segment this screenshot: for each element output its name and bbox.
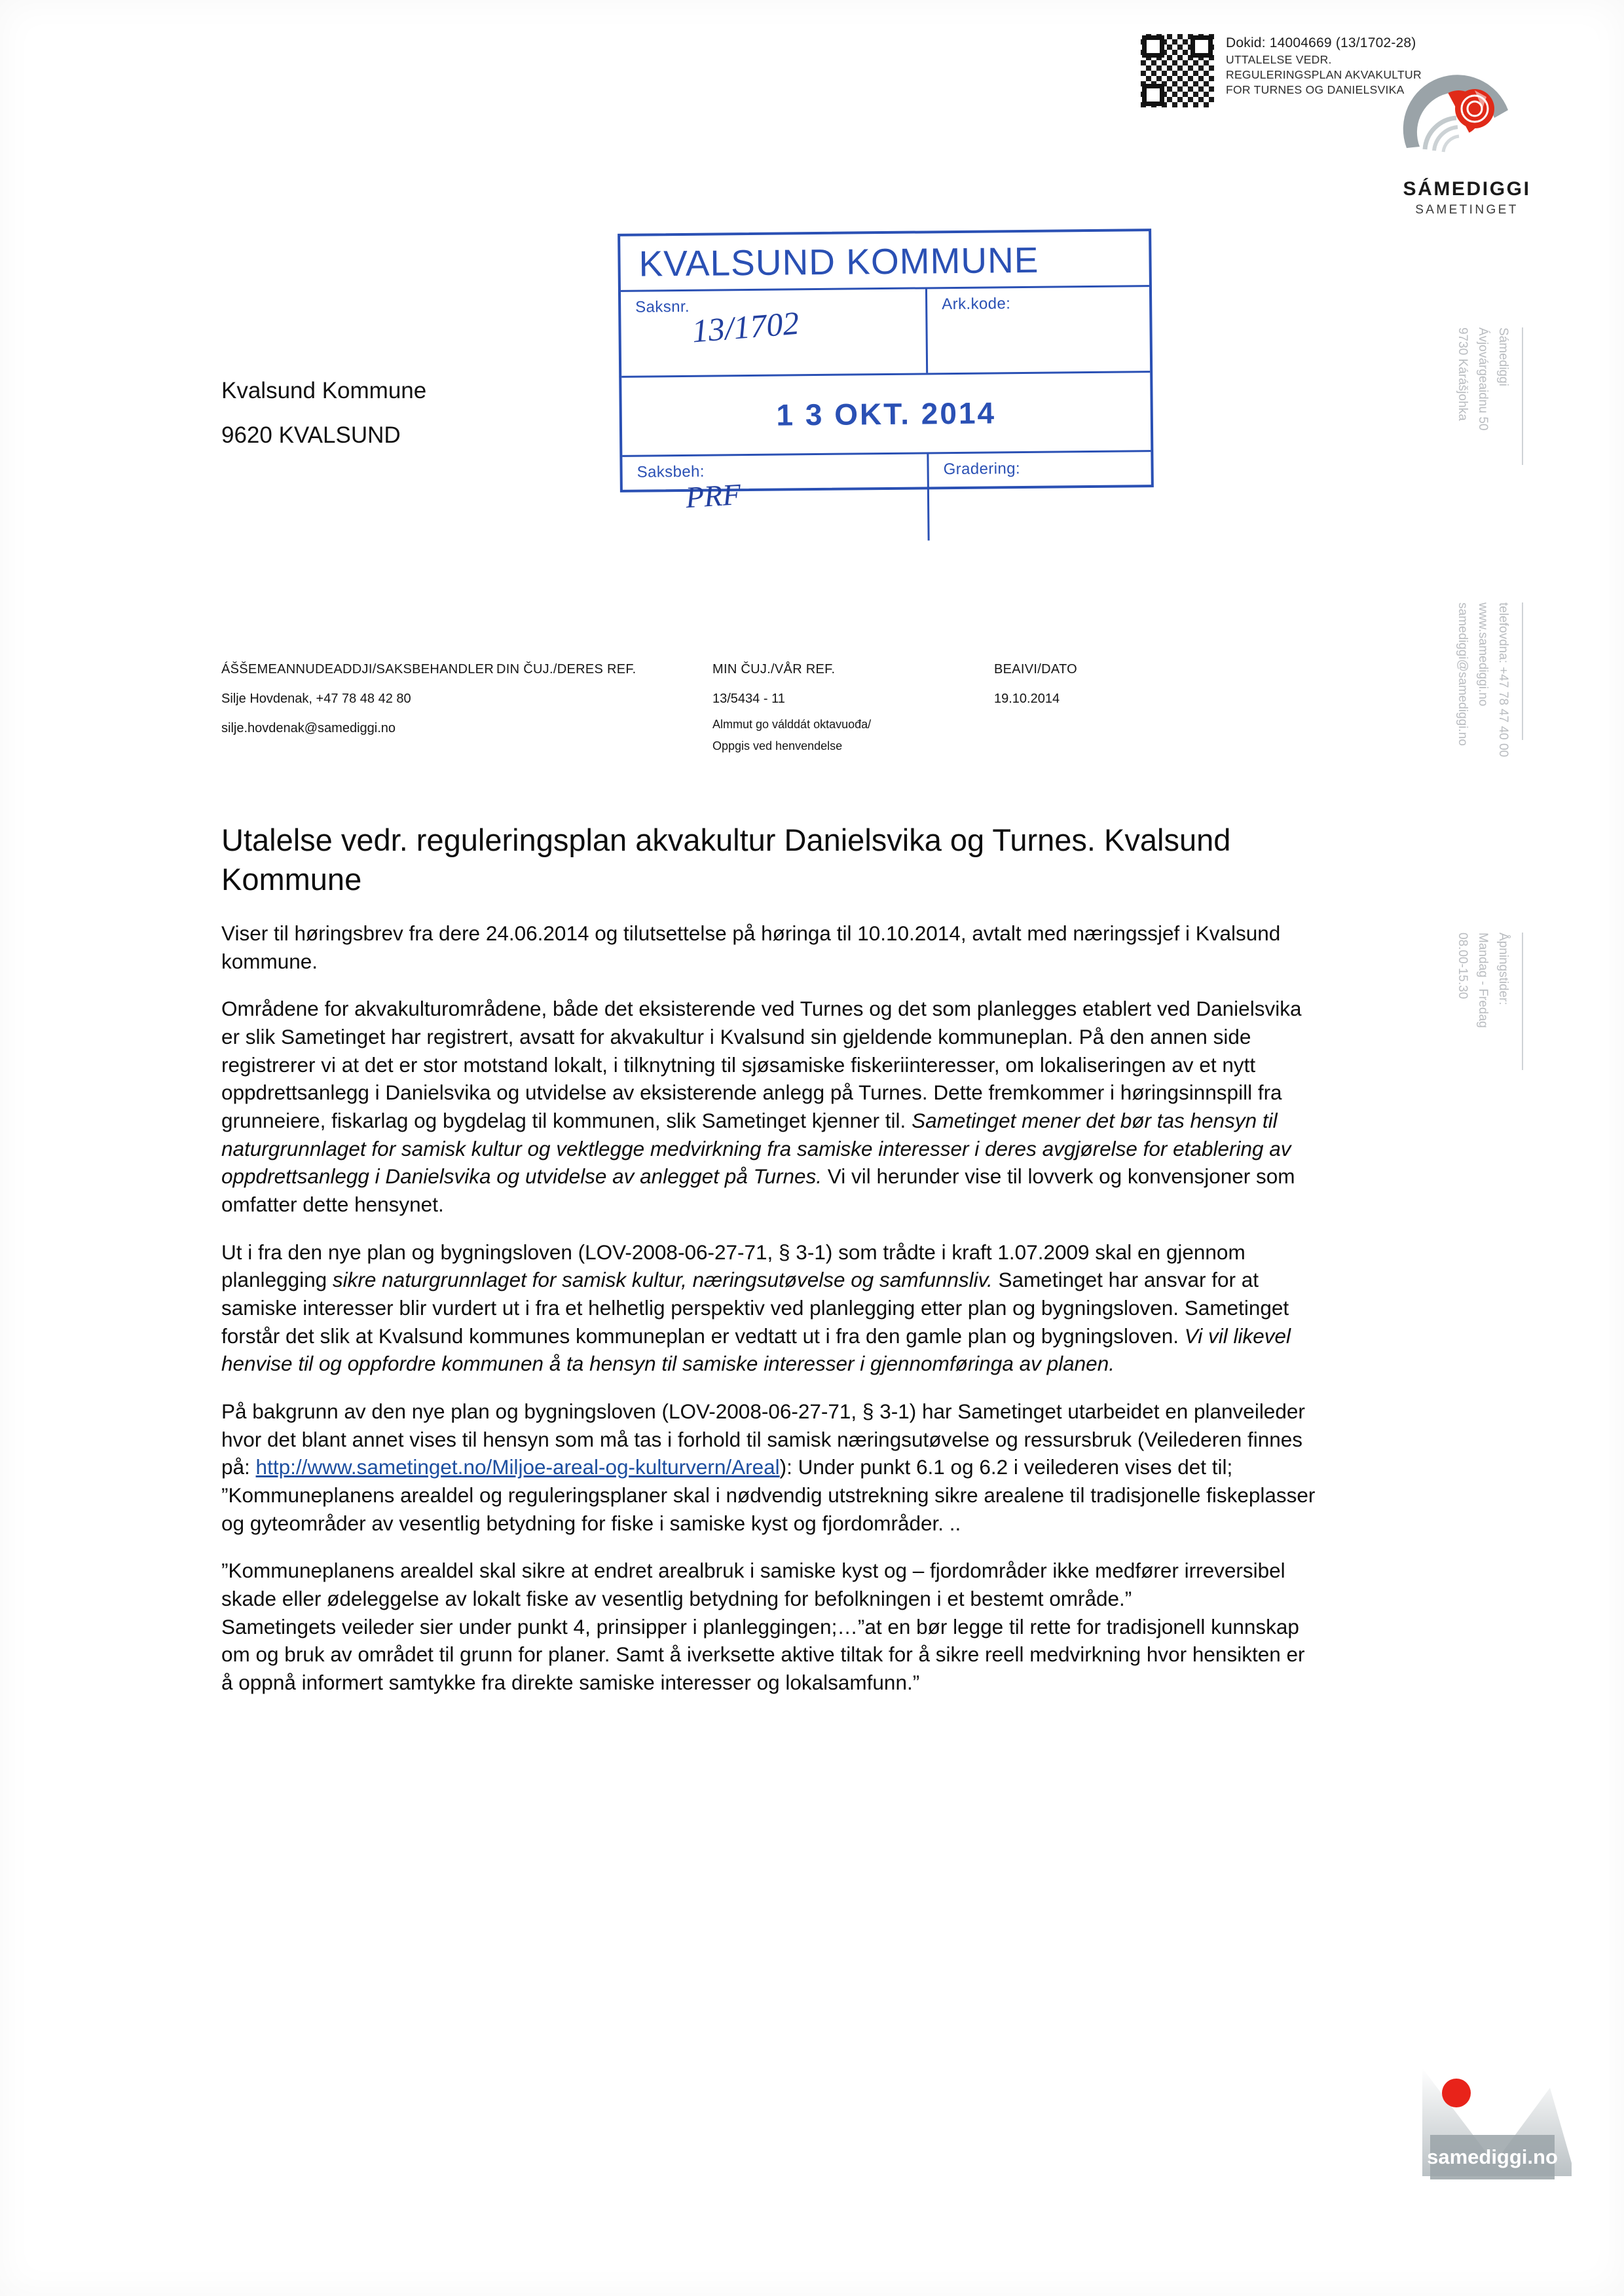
stamp-saksnr-value: 13/1702 [690,304,801,350]
reference-handler-email: silje.hovdenak@samediggi.no [221,721,396,735]
footer-city: 9730 Kárášjohka [1456,327,1470,421]
paragraph-4-part-b: ): Under punkt 6.1 og 6.2 i veilederen vises det til; ”Kommuneplanens arealdel og reguleringsplaner skal i nødvendig utstrekning sikre arealene til tradisjonelle fiskeplasser og gyteområder av vesentlig betydning for fiske i samiske kyst og fjordområder. .. [221,1455,1316,1535]
reference-ourref-note-2: Oppgis ved henvendelse [712,739,843,753]
document-title: Utalelse vedr. reguleringsplan akvakultur Danielsvika og Turnes. Kvalsund Kommune [221,823,1231,897]
watermark-label: samediggi.no [1427,2145,1558,2168]
stamp-date-value: 1 3 OKT. 2014 [776,396,997,432]
dokid-line: Dokid: 14004669 (13/1702-28) [1226,35,1416,50]
paragraph-4-part-a: På bakgrunn av den nye plan og bygningsloven (LOV-2008-06-27-71, § 3-1) har Sametinget utarbeidet en planveileder hvor det blant annet vises til hensyn som må tas i forhold til samisk næringsutøvelse og ressursbruk (Veilederen finnes på: [221,1399,1305,1479]
footer-hours-days: Mandag - Fredag [1476,933,1490,1028]
brand-name-norwegian: SAMETINGET [1415,203,1519,217]
footer-email: samediggi@samediggi.no [1456,602,1470,746]
reference-ourref-header: MIN ČUJ./VÅR REF. [712,662,836,676]
brand-wordmark [1369,178,1565,217]
paragraph-3-emphasis-1: sikre naturgrunnlaget for samisk kultur, næringsutøvelse og samfunnsliv. [332,1268,993,1292]
reference-block [221,655,1321,758]
dokid-text [1226,34,1422,98]
reference-date-value: 19.10.2014 [994,692,1060,706]
reference-yourref-header: DIN ČUJ./DERES REF. [496,662,637,676]
paragraph-2-emphasis: Sametinget mener det bør tas hensyn til naturgrunnlaget for samisk kultur og vektlegge medvirkning fra samiske interesser i deres avgjørelse for etablering av oppdrettsanlegg i Danielsvika og utvidelse av anlegget på Turnes. [221,1109,1291,1189]
paragraph-3-emphasis-2: Vi vil likevel henvise til og oppfordre kommunen å ta hensyn til samiske interesser i gjennomføringa av planen. [221,1324,1291,1376]
addressee-block [221,369,426,458]
footer-hours-column [1452,933,1523,1070]
dokid-subject-line-2: REGULERINGSPLAN AKVAKULTUR [1226,67,1422,81]
reference-yourref-column [496,655,712,758]
footer-divider-3 [1522,933,1523,1070]
footer-org-name: Sámediggi [1496,327,1510,386]
veileder-link[interactable]: http://www.sametinget.no/Miljoe-areal-og-kulturvern/Areal [255,1455,780,1479]
dokid-subject-line-3: FOR TURNES OG DANIELSVIKA [1226,83,1405,96]
reference-ourref-note-1: Almmut go válddát oktavuođa/ [712,718,872,731]
paragraph-2-part-b: Vi vil herunder vise til lovverk og konvensjoner som omfatter dette hensynet. [221,1164,1295,1217]
stamp-arkkode-label: Ark.kode: [942,295,1011,314]
dokid-subject-line-1: UTTALELSE VEDR. [1226,52,1332,66]
footer-contact-column [1452,602,1523,757]
footer-divider-1 [1522,327,1523,465]
footer-street: Ávjovárgeaidnu 50 [1476,327,1490,431]
paragraph-5: ”Kommuneplanens arealdel skal sikre at endret arealbruk i samiske kyst og – fjordområder ikke medfører irreversibel skade eller ødeleggelse av lokalt fiske av vesentlig betydning for befolkningen i et bestemt område.” [221,1559,1285,1611]
paragraph-3-part-b: Sametinget har ansvar for at samiske interesser blir vurdert ut i fra et helhetlig perspektiv ved planlegging etter plan og bygningsloven. Sametinget forstår det slik at Kvalsund kommunes kommuneplan er vedtatt ut i fra den gamle plan og bygningsloven. [221,1268,1289,1348]
stamp-saksbeh-label: Saksbeh: [637,462,705,481]
paragraph-4 [221,1398,1321,1537]
addressee-name: Kvalsund Kommune [221,378,427,403]
samediggi-watermark [1416,2042,1579,2206]
document-body [221,919,1321,1716]
reference-ourref-column [712,655,994,758]
reference-date-header: BEAIVI/DATO [994,662,1078,676]
reference-handler-column [221,655,496,758]
footer-address-column [1452,327,1523,465]
stamp-title: KVALSUND KOMMUNE [638,239,1039,284]
dokid-header [1141,34,1422,107]
paragraph-3-part-a: Ut i fra den nye plan og bygningsloven (LOV-2008-06-27-71, § 3-1) som trådte i kraft 1.07.2009 skal en gjennom planlegging [221,1240,1246,1292]
footer-hours-label: Åpningstider: [1496,933,1510,1005]
addressee-postal: 9620 KVALSUND [221,422,401,449]
reference-handler-header: ÁŠŠEMEANNUDEADDJI/SAKSBEHANDLER [221,662,494,676]
paragraph-2-part-a: Områdene for akvakulturområdene, både det eksisterende ved Turnes og det som planlegges etablert ved Danielsvika er slik Sametinget har registrert, avsatt for akvakultur i Kvalsund sin gjeldende kommuneplan. På den annen side registrerer vi at det er stor motstand lokalt, i tilknytning til sjøsamiske fiskeriinteresser, om lokaliseringen av et nytt oppdrettsanlegg i Danielsvika og utvidelse av eksisterende anlegg på Turnes. Dette fremkommer i høringsinnspill fra grunneiere, fiskarlag og bygdelag til kommunen, slik Sametinget kjenner til. [221,997,1302,1133]
paragraph-2 [221,995,1321,1218]
stamp-saksbeh-cell [622,454,929,543]
reference-date-column [994,655,1190,758]
footer-website: www.samediggi.no [1476,602,1490,707]
brand-name-sami: SÁMEDIGGI [1403,178,1531,200]
stamp-date-cell [621,373,1151,455]
paragraph-1: Viser til høringsbrev fra dere 24.06.2014 og tilutsettelse på høringa til 10.10.2014, avtalt med næringssjef i Kvalsund kommune. [221,921,1281,973]
footer-phone: telefovdna: +47 78 47 40 00 [1496,602,1510,758]
stamp-saksnr-cell [621,289,928,375]
stamp-saksnr-label: Saksnr. [635,297,690,316]
paragraph-6: Sametingets veileder sier under punkt 4, prinsipper i planleggingen;…”at en bør legge til rette for tradisjonell kunnskap om og bruk av området til grunn for planer. Samt å iverksette aktive tiltak for å sikre reell medvirkning hvor hensikten er å oppnå informert samtykke fra direkte samiske interesser og lokalsamfunn.” [221,1614,1305,1695]
paragraph-3 [221,1238,1321,1378]
footer-divider-2 [1522,602,1523,740]
stamp-gradering-label: Gradering: [943,460,1021,479]
stamp-saksbeh-value: PRF [684,477,742,515]
received-stamp [618,229,1154,515]
reference-handler-name: Silje Hovdenak, +47 78 48 42 80 [221,692,411,706]
stamp-arkkode-cell [927,287,1150,373]
qr-code-icon [1141,34,1214,107]
reference-ourref-value: 13/5434 - 11 [712,692,785,706]
footer-hours-time: 08.00-15.30 [1456,933,1470,999]
samediggi-logo [1396,71,1521,169]
stamp-gradering-cell [929,452,1151,540]
